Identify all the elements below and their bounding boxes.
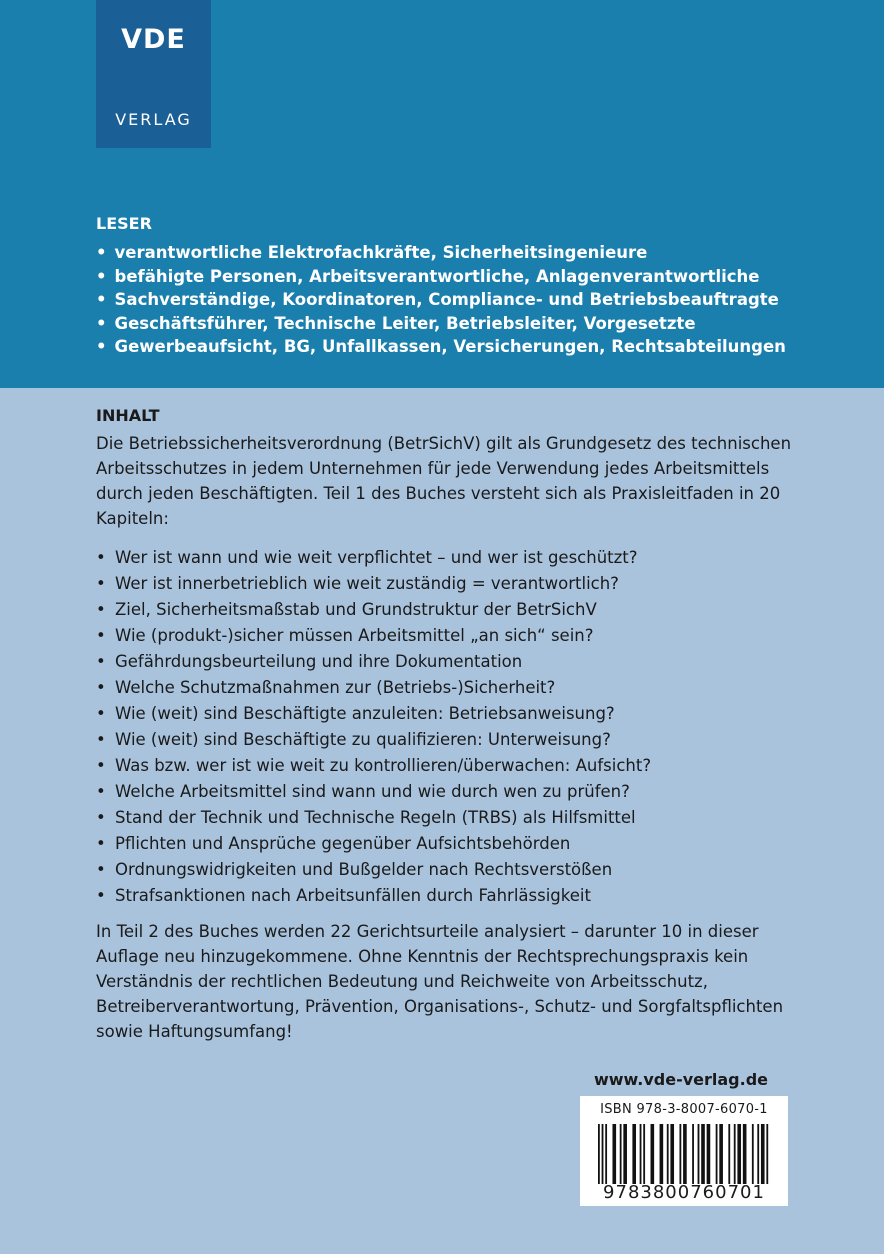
barcode-bar bbox=[602, 1124, 604, 1184]
barcode-bar bbox=[667, 1124, 669, 1184]
barcode-bar bbox=[683, 1124, 687, 1184]
barcode-bar bbox=[707, 1124, 711, 1184]
barcode-bar bbox=[623, 1124, 627, 1184]
barcode-bar bbox=[766, 1124, 768, 1184]
barcode-bar bbox=[632, 1124, 636, 1184]
list-item: • Sachverständige, Koordinatoren, Compliance- und Betriebsbeauftragte bbox=[96, 288, 856, 312]
list-item: • Pflichten und Ansprüche gegenüber Aufsichtsbehörden bbox=[96, 831, 796, 857]
list-item: • Wie (produkt-)sicher müssen Arbeitsmittel „an sich“ sein? bbox=[96, 623, 796, 649]
website-link[interactable]: www.vde-verlag.de bbox=[593, 1070, 768, 1089]
barcode-bar bbox=[612, 1124, 616, 1184]
barcode-bar bbox=[716, 1124, 718, 1184]
barcode-bar bbox=[598, 1124, 600, 1184]
list-item: • Strafsanktionen nach Arbeitsunfällen durch Fahrlässigkeit bbox=[96, 883, 796, 909]
list-item: • Gewerbeaufsicht, BG, Unfallkassen, Versicherungen, Rechtsabteilungen bbox=[96, 335, 856, 359]
content-heading: INHALT bbox=[96, 406, 160, 425]
publisher-logo bbox=[96, 0, 211, 148]
readers-heading: LESER bbox=[96, 214, 152, 233]
barcode-icon bbox=[598, 1124, 770, 1184]
list-item: • Wie (weit) sind Beschäftigte anzuleiten: Betriebsanweisung? bbox=[96, 701, 796, 727]
list-item: • Wer ist innerbetrieblich wie weit zuständig = verantwortlich? bbox=[96, 571, 796, 597]
logo-brand: VDE bbox=[121, 24, 186, 55]
barcode-bar bbox=[743, 1124, 747, 1184]
list-item: • Gefährdungsbeurteilung und ihre Dokumentation bbox=[96, 649, 796, 675]
barcode-bar bbox=[643, 1124, 645, 1184]
barcode-bar bbox=[698, 1124, 700, 1184]
barcode-bar bbox=[651, 1124, 655, 1184]
barcode-bar bbox=[761, 1124, 765, 1184]
isbn-label: ISBN 978-3-8007-6070-1 bbox=[600, 1102, 768, 1117]
isbn-digits: 9783800760701 bbox=[603, 1182, 765, 1203]
list-item: • Stand der Technik und Technische Regeln (TRBS) als Hilfsmittel bbox=[96, 805, 796, 831]
content-list bbox=[96, 545, 796, 909]
barcode-bar bbox=[728, 1124, 730, 1184]
barcode-bar bbox=[640, 1124, 642, 1184]
barcode-bar bbox=[660, 1124, 664, 1184]
outro-paragraph: In Teil 2 des Buches werden 22 Gerichtsurteile analysiert – darunter 10 in dieser Auflage neu hinzugekommene. Ohne Kenntnis der Rechtsprechungspraxis kein Verständnis der rechtlichen Bedeutung und Reichweite von Arbeitsschutz, Betreiberverantwortung, Prävention, Organisations-, Schutz- und Sorgfaltspflichten sowie Haftungsumfang! bbox=[96, 922, 784, 1041]
readers-section bbox=[96, 214, 856, 359]
barcode-bar bbox=[605, 1124, 607, 1184]
barcode-bar bbox=[692, 1124, 694, 1184]
barcode-bar bbox=[701, 1124, 705, 1184]
intro-paragraph: Die Betriebssicherheitsverordnung (BetrSichV) gilt als Grundgesetz des technischen Arbeitsschutzes in jedem Unternehmen für jede Verwendung jedes Arbeitsmittels durch jeden Beschäftigten. Teil 1 des Buches versteht sich als Praxisleitfaden in 20 Kapiteln: bbox=[96, 434, 792, 528]
list-item: • Wie (weit) sind Beschäftigte zu qualifizieren: Unterweisung? bbox=[96, 727, 796, 753]
barcode-bar bbox=[737, 1124, 741, 1184]
list-item: • Was bzw. wer ist wie weit zu kontrollieren/überwachen: Aufsicht? bbox=[96, 753, 796, 779]
barcode-bar bbox=[734, 1124, 736, 1184]
list-item: • verantwortliche Elektrofachkräfte, Sicherheitsingenieure bbox=[96, 241, 856, 265]
barcode-bar bbox=[752, 1124, 754, 1184]
barcode-bar bbox=[757, 1124, 759, 1184]
list-item: • Geschäftsführer, Technische Leiter, Betriebsleiter, Vorgesetzte bbox=[96, 312, 856, 336]
barcode-bar bbox=[670, 1124, 674, 1184]
barcode-bar bbox=[719, 1124, 723, 1184]
logo-sub: VERLAG bbox=[115, 110, 192, 129]
content-section bbox=[96, 406, 796, 1044]
barcode-bar bbox=[679, 1124, 681, 1184]
list-item: • Ziel, Sicherheitsmaßstab und Grundstruktur der BetrSichV bbox=[96, 597, 796, 623]
list-item: • Welche Arbeitsmittel sind wann und wie durch wen zu prüfen? bbox=[96, 779, 796, 805]
barcode-bar bbox=[620, 1124, 622, 1184]
readers-list bbox=[96, 241, 856, 359]
list-item: • Wer ist wann und wie weit verpflichtet – und wer ist geschützt? bbox=[96, 545, 796, 571]
list-item: • befähigte Personen, Arbeitsverantwortliche, Anlagenverantwortliche bbox=[96, 265, 856, 289]
list-item: • Ordnungswidrigkeiten und Bußgelder nach Rechtsverstößen bbox=[96, 857, 796, 883]
isbn-barcode-box bbox=[580, 1096, 788, 1206]
list-item: • Welche Schutzmaßnahmen zur (Betriebs-)Sicherheit? bbox=[96, 675, 796, 701]
